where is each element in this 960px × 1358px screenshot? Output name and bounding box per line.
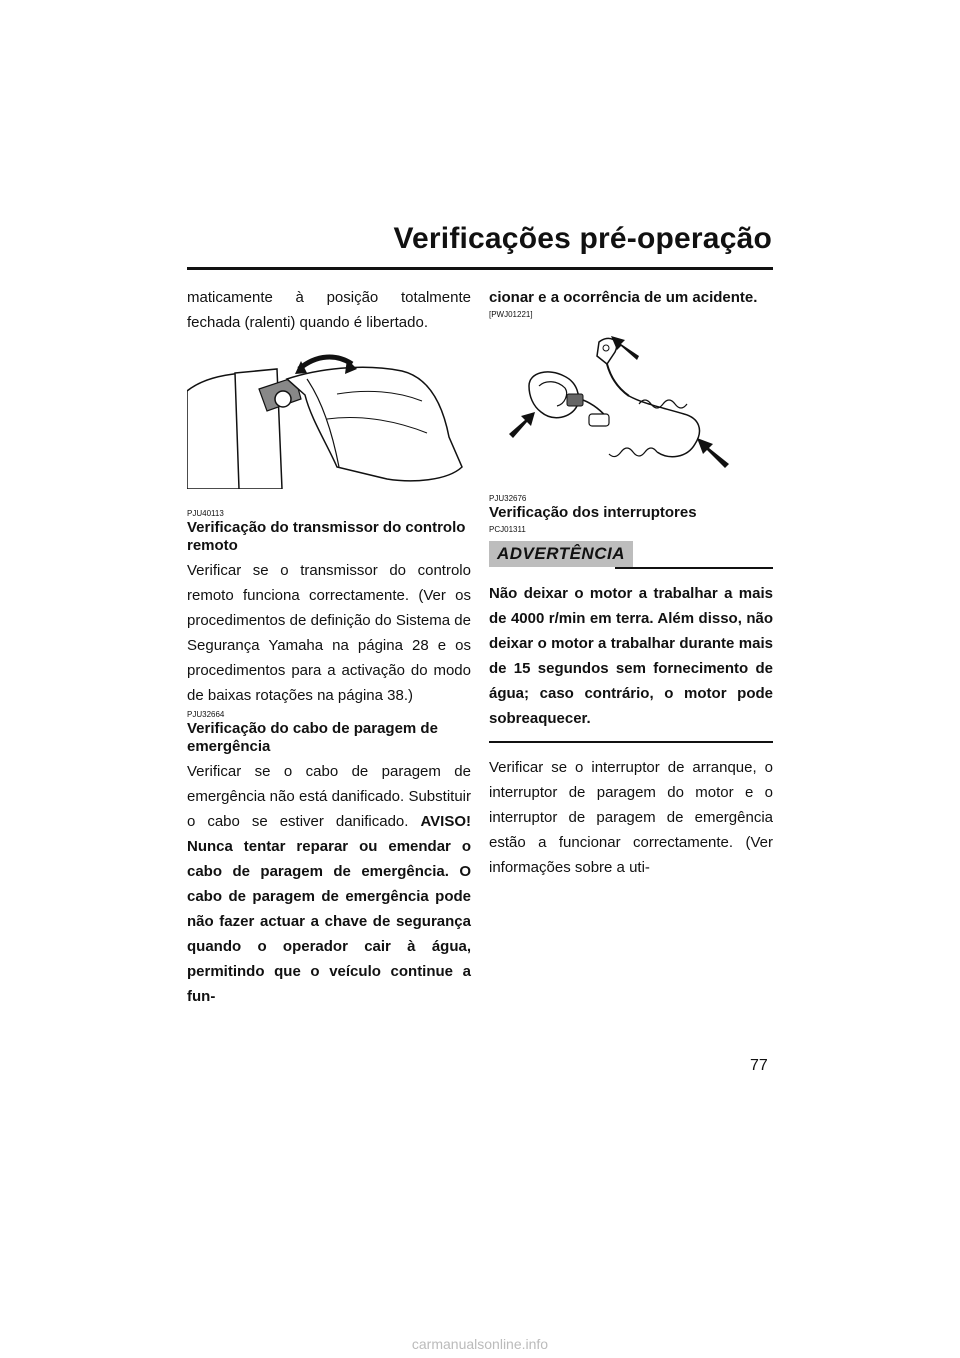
notice-continuation: cionar e a ocorrência de um acidente. [489, 289, 758, 306]
throttle-hand-drawing [187, 349, 471, 489]
footer-watermark: carmanualsonline.info [411, 1336, 549, 1352]
page-title: Verificações pré-operação [393, 222, 772, 255]
warning-header [489, 537, 773, 573]
warning-code: PCJ01311 [489, 525, 526, 534]
throttle-hand-illustration [187, 349, 471, 489]
section-heading-switches: Verificação dos interruptores [489, 504, 697, 521]
section-heading-remote: Verificação do transmissor do controlo remoto [187, 519, 466, 554]
page-number: 77 [750, 1057, 768, 1074]
intro-paragraph: maticamente à posição totalmente fechada (ralenti) quando é libertado. [187, 289, 471, 331]
title-rule [187, 267, 773, 270]
section-code: PJU40113 [187, 509, 224, 518]
warning-text: Não deixar o motor a trabalhar a mais de 4000 r/min em terra. Além disso, não deixar o motor a trabalhar durante mais de 15 segundos sem fornecimento de água; caso contrário, o motor pode sobreaquecer. [489, 585, 773, 727]
warning-label: ADVERTÊNCIA [489, 541, 633, 567]
right-column [489, 285, 773, 880]
notice-code: [PWJ01221] [489, 310, 533, 319]
section-heading-lanyard: Verificação do cabo de paragem de emergência [187, 720, 438, 755]
notice-text: AVISO! Nunca tentar reparar ou emendar o cabo de paragem de emergência. O cabo de paragem de emergência pode não fazer actuar a chave de segurança quando o operador cair à água, permitindo que o veículo continue a fun- [187, 813, 471, 1005]
section-text-lanyard: Verificar se o cabo de paragem de emergência não está danificado. Substituir o cabo se estiver danificado. AVISO! Nunca tentar reparar ou emendar o cabo de paragem de emergência. O cabo de paragem de emergência pode não fazer actuar a chave de segurança quando o operador cair à água, permitindo que o veículo continue a fun- [187, 763, 471, 1005]
warning-rule [615, 567, 773, 569]
section-code: PJU32676 [489, 494, 527, 503]
section-text-switches: Verificar se o interruptor de arranque, o interruptor de paragem do motor e o interruptor de paragem de emergência estão a funcionar correctamente. (Ver informações sobre a uti- [489, 759, 773, 876]
section-code: PJU32664 [187, 710, 225, 719]
section-text-remote: Verificar se o transmissor do controlo remoto funciona correctamente. (Ver os procedimentos de definição do Sistema de Segurança Yamaha na página 28 e os procedimentos para a activação do modo de baixas rotações na página 38.) [187, 562, 471, 704]
warning-bottom-rule [489, 741, 773, 743]
left-column [187, 285, 471, 1009]
lanyard-drawing [489, 334, 773, 474]
lanyard-illustration [489, 334, 773, 474]
